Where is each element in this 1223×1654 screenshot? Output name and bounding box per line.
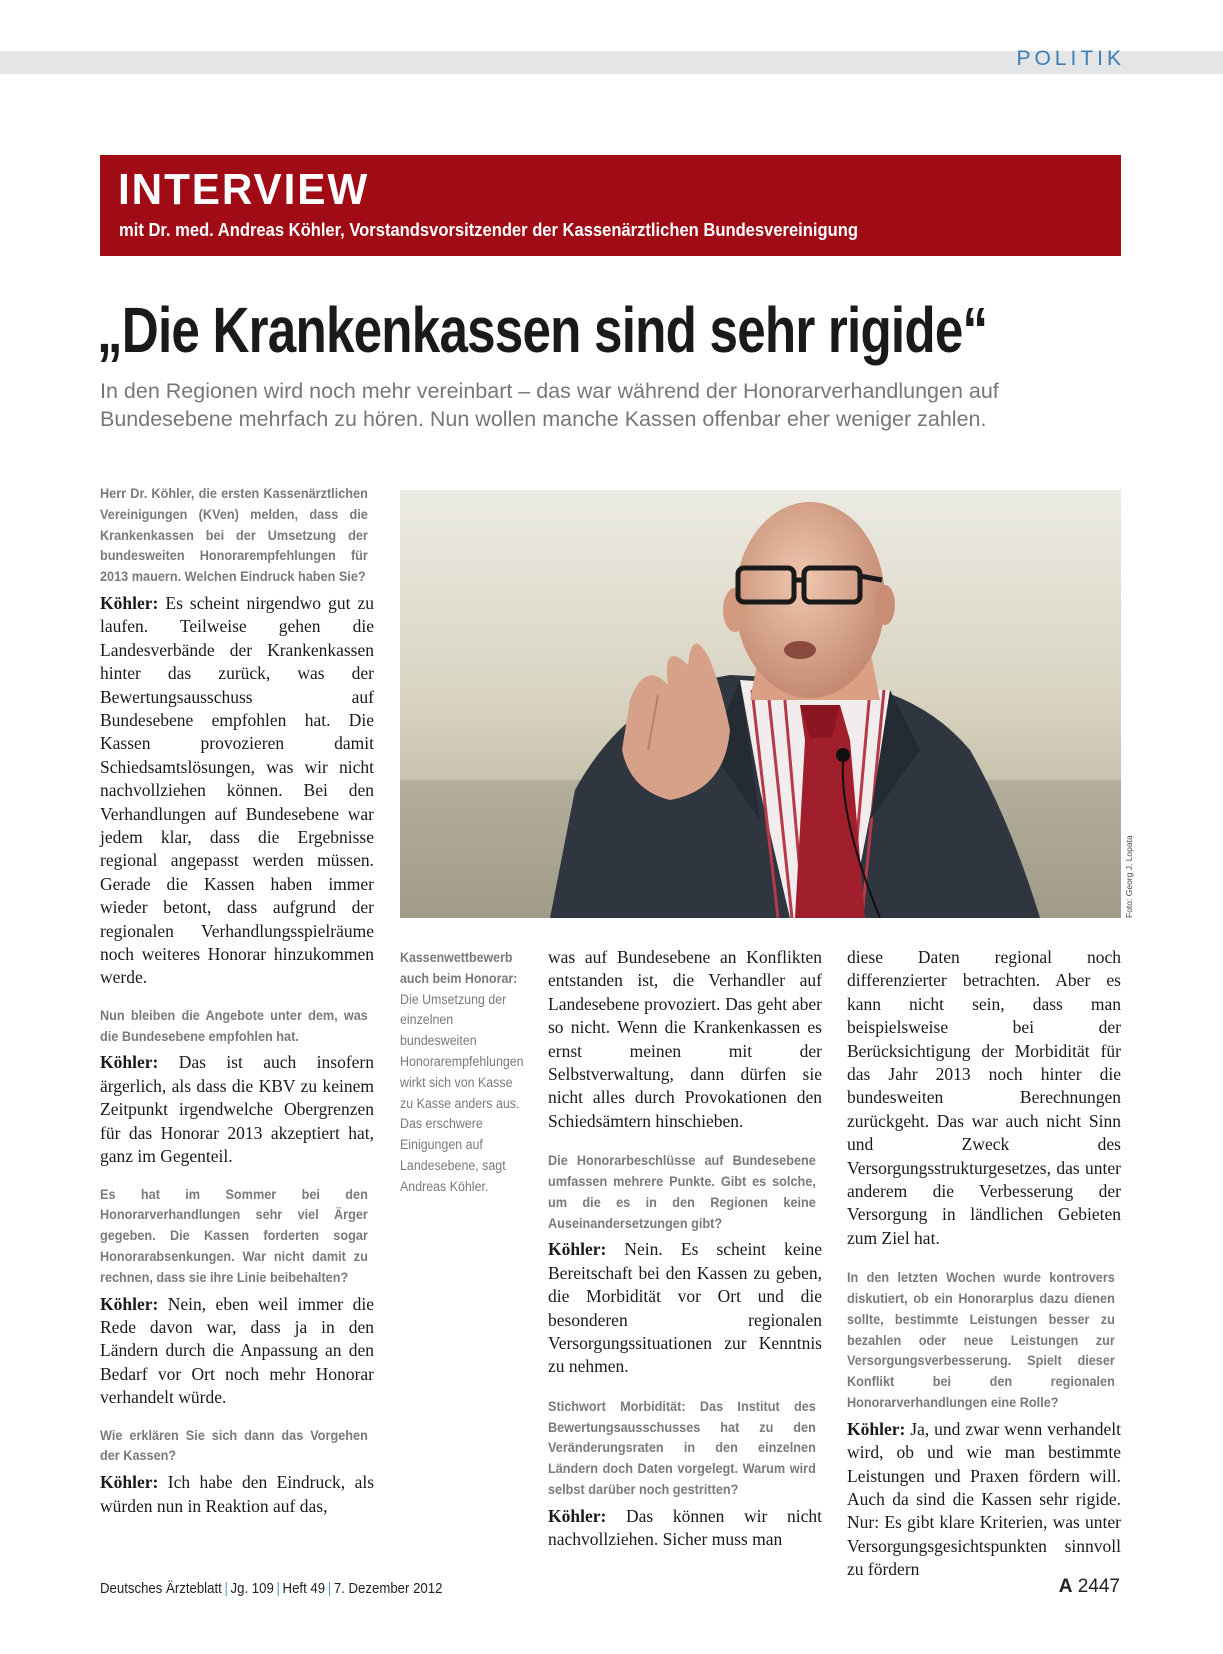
volume: Jg. 109 (230, 1580, 274, 1597)
separator: | (276, 1580, 280, 1597)
question: Es hat im Sommer bei den Honorarverhandlungen sehr viel Ärger gegeben. Die Kassen forderten sogar Honorarabsenkungen. War nicht damit zu rechnen, dass sie ihre Linie beibehalten? (100, 1186, 368, 1285)
question: In den letzten Wochen wurde kontrovers diskutiert, ob ein Honorarplus dazu dienen sollte, bestimmte Leistungen besser zu bezahlen oder neue Leistungen zur Versorgungsverbesserung. Spielt dieser Konflikt bei den regionalen Honorarverhandlungen eine Rolle? (847, 1270, 1115, 1411)
answer (100, 592, 374, 990)
speaker-label: Köhler: (100, 592, 159, 613)
journal-name: Deutsches Ärzteblatt (100, 1580, 222, 1597)
speaker-label: Köhler: (100, 1293, 159, 1314)
photo-illustration (400, 490, 1121, 918)
interview-banner (100, 155, 1121, 256)
answer-text: Das können wir nicht nachvollziehen. Sicher muss man (548, 1505, 822, 1550)
photo-credit: Foto: Georg J. Lopata (1124, 835, 1134, 918)
caption-text: Die Umsetzung der einzelnen bundesweiten Honorarempfehlungen wirkt sich von Kasse zu Kasse anders aus. Das erschwere Einigungen auf Landesebene, sagt Andreas Köhler. (400, 991, 524, 1194)
column-4 (847, 946, 1121, 1582)
answer-continued: was auf Bundesebene an Konflikten entstanden ist, die Verhandler auf Landesebene provoziert. Das geht aber so nicht. Wenn die Krankenkassen es ernst meinen mit der Selbstverwaltung, dann dürfen sie nicht alles durch Provokationen den Schiedsämtern hinschieben. (548, 947, 822, 1131)
speaker-label: Köhler: (548, 1505, 607, 1526)
question: Nun bleiben die Angebote unter dem, was die Bundesebene empfohlen hat. (100, 1007, 368, 1044)
banner-title: INTERVIEW (118, 165, 370, 214)
separator: | (327, 1580, 332, 1597)
answer-text: Das ist auch insofern ärgerlich, als dass die KBV zu keinem Zeitpunkt irgendwelche Obergrenzen für das Honorar 2013 akzeptiert hat, ganz im Gegenteil. (100, 1052, 374, 1167)
banner-subtitle: mit Dr. med. Andreas Köhler, Vorstandsvorsitzender der Kassenärztlichen Bundesvereinigung (119, 220, 858, 240)
column-1 (100, 484, 374, 1518)
answer (548, 1505, 822, 1552)
headline: „Die Krankenkassen sind sehr rigide“ (97, 294, 988, 366)
photo-caption (400, 948, 524, 1198)
answer-text: Ich habe den Eindruck, als würden nun in Reaktion auf das, (100, 1472, 375, 1516)
separator: | (224, 1580, 228, 1597)
answer (100, 1471, 374, 1518)
column-3 (548, 946, 822, 1552)
speaker-photo (400, 490, 1121, 918)
issue-date: 7. Dezember 2012 (333, 1580, 443, 1597)
answer-continued: diese Daten regional noch differenzierter betrachten. Aber es kann nicht sein, dass man beispielsweise bei der Berücksichtigung der Morbidität für das Jahr 2013 noch hinter die bundesweiten Berechnungen zurückgeht. Das war auch nicht Sinn und Zweck des Versorgungsstrukturgesetzes, das unter anderem die Verbesserung der Versorgung in ländlichen Gebieten zum Ziel hat. (847, 947, 1121, 1248)
footer-citation (100, 1580, 442, 1597)
answer-text: Ja, und zwar wenn verhandelt wird, ob und wie man bestimmte Leistungen und Praxen fördern will. Auch da sind die Kassen sehr rigide. Nur: Es gibt klare Kriterien, was unter Versorgungsgesichtspunkten sinnvoll zu fördern (847, 1418, 1122, 1580)
answer (100, 1293, 374, 1410)
answer (548, 1238, 822, 1378)
page-number (1059, 1576, 1120, 1598)
answer-text: Es scheint nirgendwo gut zu laufen. Teilweise gehen die Landesverbände der Krankenkassen hinter das zurück, was der Bewertungsausschuss auf Bundesebene empfohlen hat. Die Kassen provozieren damit Schiedsamtslösungen, was wir nicht nachvollziehen können. Bei den Verhandlungen auf Bundesebene war jedem klar, dass die Ergebnisse regional angepasst werden müssen. Gerade die Kassen haben immer wieder betont, dass aufgrund der regionalen Verhandlungsspielräume noch weiteres Honorar hinzukommen werde. (100, 592, 375, 988)
page-letter: A (1058, 1576, 1073, 1597)
caption-title: Kassenwettbewerb auch beim Honorar: (400, 950, 518, 986)
question: Stichwort Morbidität: Das Institut des Bewertungsausschusses hat zu den Veränderungsraten in den einzelnen Ländern doch Daten vorgelegt. Warum wird selbst darüber noch gestritten? (548, 1398, 816, 1498)
question: Wie erklären Sie sich dann das Vorgehen der Kassen? (100, 1427, 368, 1464)
answer (847, 1418, 1121, 1582)
speaker-label: Köhler: (847, 1418, 906, 1439)
issue: Heft 49 (282, 1580, 326, 1597)
speaker-label: Köhler: (548, 1239, 607, 1260)
speaker-label: Köhler: (100, 1472, 159, 1493)
speaker-label: Köhler: (100, 1052, 159, 1073)
question: Die Honorarbeschlüsse auf Bundesebene umfassen mehrere Punkte. Gibt es solche, um die es in den Regionen keine Auseinandersetzungen gibt? (548, 1153, 816, 1231)
page-number-value: 2447 (1077, 1576, 1120, 1597)
section-label: POLITIK (1016, 47, 1125, 70)
question: Herr Dr. Köhler, die ersten Kassenärztlichen Vereinigungen (KVen) melden, dass die Krankenkassen bei der Umsetzung der bundesweiten Honorarempfehlungen für 2013 mauern. Welchen Eindruck haben Sie? (100, 486, 368, 585)
lead-text: In den Regionen wird noch mehr vereinbart – das war während der Honorarverhandlungen auf Bundesebene mehrfach zu hören. Nun wollen manche Kassen offenbar eher weniger zahlen. (100, 379, 999, 431)
answer (100, 1051, 374, 1168)
answer-text: Nein, eben weil immer die Rede davon war, dass ja in den Ländern durch die Anpassung an den Bedarf vor Ort noch mehr Honorar verhandelt würde. (100, 1293, 375, 1408)
answer-text: Nein. Es scheint keine Bereitschaft bei den Kassen zu geben, die Morbidität vor Ort und die besonderen regionalen Versorgungssituationen zur Kenntnis zu nehmen. (548, 1239, 822, 1377)
